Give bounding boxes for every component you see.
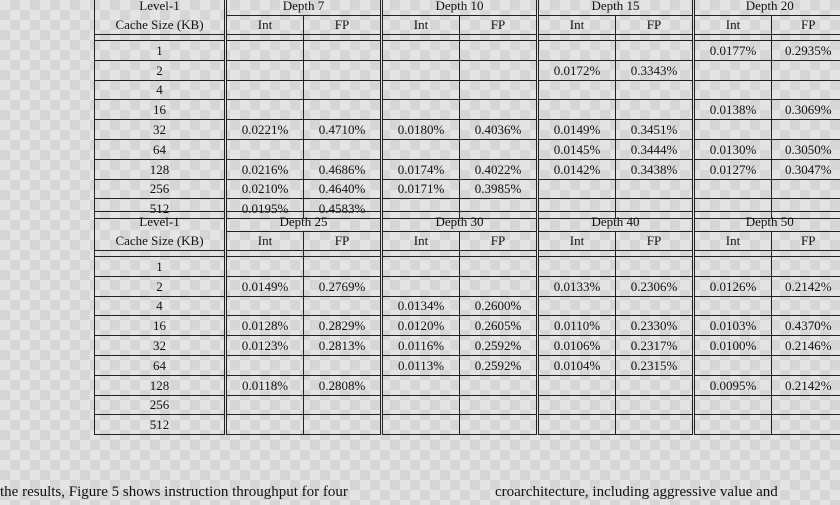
int-value-cell — [694, 120, 772, 140]
cache-size-cell: 2 — [95, 276, 226, 296]
int-value-cell — [226, 41, 304, 61]
cache-size-cell: 32 — [95, 120, 226, 140]
fp-value-cell — [460, 415, 538, 435]
int-value-cell — [694, 257, 772, 277]
header-fp: FP — [304, 15, 382, 35]
fp-value-cell — [616, 257, 694, 277]
int-value-cell: 0.0130% — [694, 139, 772, 159]
table-row — [95, 179, 840, 199]
header-depth: Depth 15 — [538, 0, 694, 15]
header-depth: Depth 30 — [382, 212, 538, 232]
fp-value-cell — [772, 179, 840, 199]
int-value-cell: 0.0116% — [382, 336, 460, 356]
fp-value-cell — [772, 60, 840, 80]
int-value-cell: 0.0142% — [538, 159, 616, 179]
fp-value-cell — [304, 139, 382, 159]
header-fp: FP — [616, 15, 694, 35]
fp-value-cell: 0.2769% — [304, 276, 382, 296]
int-value-cell — [226, 355, 304, 375]
cache-size-cell: 4 — [95, 80, 226, 100]
fp-value-cell — [772, 355, 840, 375]
int-value-cell: 0.0127% — [694, 159, 772, 179]
int-value-cell — [382, 100, 460, 120]
cache-size-cell: 512 — [95, 199, 226, 219]
body-text-left: the results, Figure 5 shows instruction throughput for four — [0, 484, 348, 500]
fp-value-cell — [616, 296, 694, 316]
table-row — [95, 276, 840, 296]
int-value-cell: 0.0110% — [538, 316, 616, 336]
header-fp: FP — [772, 15, 840, 35]
fp-value-cell: 0.3343% — [616, 60, 694, 80]
int-value-cell — [226, 60, 304, 80]
table-row — [95, 41, 840, 61]
fp-value-cell — [616, 179, 694, 199]
int-value-cell — [694, 296, 772, 316]
header-fp: FP — [304, 231, 382, 251]
int-value-cell — [538, 375, 616, 395]
fp-value-cell — [616, 41, 694, 61]
header-depth: Depth 40 — [538, 212, 694, 232]
int-value-cell — [382, 80, 460, 100]
int-value-cell: 0.0100% — [694, 336, 772, 356]
table-depth-25-50 — [94, 211, 840, 435]
header-depth: Depth 10 — [382, 0, 538, 15]
cache-size-cell: 16 — [95, 100, 226, 120]
table-row — [95, 316, 840, 336]
table-row — [95, 395, 840, 415]
header-fp: FP — [772, 231, 840, 251]
header-cache-size-label: Cache Size (KB) — [95, 15, 226, 35]
int-value-cell — [694, 80, 772, 100]
header-int: Int — [694, 15, 772, 35]
int-value-cell — [694, 60, 772, 80]
fp-value-cell: 0.3069% — [772, 100, 840, 120]
header-cache-size-label: Cache Size (KB) — [95, 231, 226, 251]
fp-value-cell — [460, 41, 538, 61]
table-row — [95, 355, 840, 375]
fp-value-cell: 0.3047% — [772, 159, 840, 179]
header-int: Int — [538, 15, 616, 35]
fp-value-cell: 0.2306% — [616, 276, 694, 296]
body-text-right: croarchitecture, including aggressive value and — [495, 484, 778, 500]
fp-value-cell — [772, 395, 840, 415]
int-value-cell: 0.0149% — [538, 120, 616, 140]
int-value-cell — [382, 41, 460, 61]
table-row — [95, 257, 840, 277]
fp-value-cell — [616, 375, 694, 395]
int-value-cell: 0.0177% — [694, 41, 772, 61]
int-value-cell: 0.0120% — [382, 316, 460, 336]
fp-value-cell — [460, 375, 538, 395]
header-int: Int — [382, 231, 460, 251]
cache-size-cell: 128 — [95, 375, 226, 395]
cache-size-cell: 64 — [95, 139, 226, 159]
int-value-cell — [226, 139, 304, 159]
fp-value-cell: 0.3451% — [616, 120, 694, 140]
header-depth: Depth 25 — [226, 212, 382, 232]
fp-value-cell: 0.3050% — [772, 139, 840, 159]
int-value-cell — [382, 139, 460, 159]
int-value-cell: 0.0221% — [226, 120, 304, 140]
int-value-cell — [538, 41, 616, 61]
fp-value-cell: 0.4370% — [772, 316, 840, 336]
cache-size-cell: 32 — [95, 336, 226, 356]
int-value-cell — [694, 395, 772, 415]
fp-value-cell: 0.3985% — [460, 179, 538, 199]
cache-size-cell: 2 — [95, 60, 226, 80]
cache-size-cell: 256 — [95, 395, 226, 415]
fp-value-cell — [460, 80, 538, 100]
fp-value-cell — [304, 100, 382, 120]
int-value-cell — [382, 60, 460, 80]
int-value-cell — [538, 80, 616, 100]
table-row — [95, 296, 840, 316]
fp-value-cell: 0.2142% — [772, 375, 840, 395]
fp-value-cell — [304, 80, 382, 100]
int-value-cell — [538, 395, 616, 415]
fp-value-cell: 0.4022% — [460, 159, 538, 179]
fp-value-cell — [772, 257, 840, 277]
int-value-cell: 0.0171% — [382, 179, 460, 199]
int-value-cell: 0.0113% — [382, 355, 460, 375]
int-value-cell: 0.0145% — [538, 139, 616, 159]
int-value-cell — [226, 257, 304, 277]
int-value-cell — [382, 276, 460, 296]
fp-value-cell — [772, 80, 840, 100]
table-depth-7-20 — [94, 0, 840, 219]
fp-value-cell: 0.4710% — [304, 120, 382, 140]
fp-value-cell — [460, 276, 538, 296]
fp-value-cell — [616, 415, 694, 435]
table-row — [95, 415, 840, 435]
fp-value-cell — [304, 257, 382, 277]
fp-value-cell — [460, 395, 538, 415]
header-int: Int — [382, 15, 460, 35]
table-row — [95, 60, 840, 80]
fp-value-cell: 0.2317% — [616, 336, 694, 356]
int-value-cell — [538, 257, 616, 277]
int-value-cell — [694, 355, 772, 375]
fp-value-cell — [304, 41, 382, 61]
fp-value-cell: 0.2315% — [616, 355, 694, 375]
header-level-label: Level-1 — [95, 212, 226, 232]
int-value-cell: 0.0174% — [382, 159, 460, 179]
cache-size-cell: 16 — [95, 316, 226, 336]
table-body — [95, 41, 840, 219]
int-value-cell: 0.0195% — [226, 199, 304, 219]
int-value-cell: 0.0210% — [226, 179, 304, 199]
table-row — [95, 159, 840, 179]
fp-value-cell: 0.4583% — [304, 199, 382, 219]
fp-value-cell — [304, 60, 382, 80]
header-int: Int — [694, 231, 772, 251]
int-value-cell — [382, 375, 460, 395]
table-row — [95, 375, 840, 395]
header-int: Int — [226, 15, 304, 35]
int-value-cell: 0.0149% — [226, 276, 304, 296]
fp-value-cell — [304, 355, 382, 375]
header-fp: FP — [616, 231, 694, 251]
int-value-cell: 0.0128% — [226, 316, 304, 336]
int-value-cell: 0.0104% — [538, 355, 616, 375]
fp-value-cell: 0.2600% — [460, 296, 538, 316]
fp-value-cell — [304, 415, 382, 435]
int-value-cell: 0.0123% — [226, 336, 304, 356]
table-row — [95, 336, 840, 356]
int-value-cell — [226, 100, 304, 120]
header-depth: Depth 7 — [226, 0, 382, 15]
fp-value-cell — [460, 257, 538, 277]
fp-value-cell: 0.2146% — [772, 336, 840, 356]
int-value-cell: 0.0106% — [538, 336, 616, 356]
table-row — [95, 80, 840, 100]
fp-value-cell — [772, 415, 840, 435]
header-fp: FP — [460, 231, 538, 251]
fp-value-cell — [772, 296, 840, 316]
header-fp: FP — [460, 15, 538, 35]
int-value-cell — [538, 296, 616, 316]
cache-size-cell: 4 — [95, 296, 226, 316]
fp-value-cell — [772, 120, 840, 140]
fp-value-cell: 0.4686% — [304, 159, 382, 179]
table-body — [95, 257, 840, 435]
table-row — [95, 120, 840, 140]
fp-value-cell: 0.3444% — [616, 139, 694, 159]
cache-size-cell: 1 — [95, 257, 226, 277]
int-value-cell — [226, 296, 304, 316]
cache-size-cell: 256 — [95, 179, 226, 199]
fp-value-cell: 0.2330% — [616, 316, 694, 336]
int-value-cell — [538, 100, 616, 120]
fp-value-cell — [616, 395, 694, 415]
int-value-cell — [538, 179, 616, 199]
int-value-cell: 0.0134% — [382, 296, 460, 316]
fp-value-cell: 0.2808% — [304, 375, 382, 395]
int-value-cell — [382, 257, 460, 277]
fp-value-cell: 0.3438% — [616, 159, 694, 179]
header-depth: Depth 20 — [694, 0, 840, 15]
fp-value-cell — [460, 100, 538, 120]
fp-value-cell: 0.2829% — [304, 316, 382, 336]
fp-value-cell: 0.4036% — [460, 120, 538, 140]
fp-value-cell — [616, 80, 694, 100]
fp-value-cell — [460, 60, 538, 80]
fp-value-cell: 0.2142% — [772, 276, 840, 296]
header-int: Int — [226, 231, 304, 251]
table-row — [95, 139, 840, 159]
fp-value-cell: 0.2605% — [460, 316, 538, 336]
fp-value-cell — [304, 395, 382, 415]
int-value-cell — [382, 395, 460, 415]
header-int: Int — [538, 231, 616, 251]
int-value-cell — [694, 415, 772, 435]
fp-value-cell — [616, 100, 694, 120]
header-depth: Depth 50 — [694, 212, 840, 232]
body-text — [0, 484, 840, 505]
cache-size-cell: 64 — [95, 355, 226, 375]
header-level-label: Level-1 — [95, 0, 226, 15]
fp-value-cell: 0.2592% — [460, 355, 538, 375]
fp-value-cell: 0.2592% — [460, 336, 538, 356]
fp-value-cell — [460, 139, 538, 159]
fp-value-cell — [304, 296, 382, 316]
int-value-cell — [538, 415, 616, 435]
int-value-cell: 0.0118% — [226, 375, 304, 395]
int-value-cell: 0.0126% — [694, 276, 772, 296]
fp-value-cell: 0.2935% — [772, 41, 840, 61]
cache-size-cell: 1 — [95, 41, 226, 61]
int-value-cell — [382, 415, 460, 435]
cache-size-cell: 128 — [95, 159, 226, 179]
fp-value-cell: 0.4640% — [304, 179, 382, 199]
int-value-cell: 0.0095% — [694, 375, 772, 395]
int-value-cell — [226, 80, 304, 100]
int-value-cell — [226, 415, 304, 435]
fp-value-cell: 0.2813% — [304, 336, 382, 356]
int-value-cell: 0.0133% — [538, 276, 616, 296]
int-value-cell — [226, 395, 304, 415]
int-value-cell: 0.0172% — [538, 60, 616, 80]
cache-size-cell: 512 — [95, 415, 226, 435]
int-value-cell: 0.0216% — [226, 159, 304, 179]
int-value-cell: 0.0103% — [694, 316, 772, 336]
int-value-cell: 0.0180% — [382, 120, 460, 140]
int-value-cell — [694, 179, 772, 199]
table-row — [95, 100, 840, 120]
int-value-cell: 0.0138% — [694, 100, 772, 120]
